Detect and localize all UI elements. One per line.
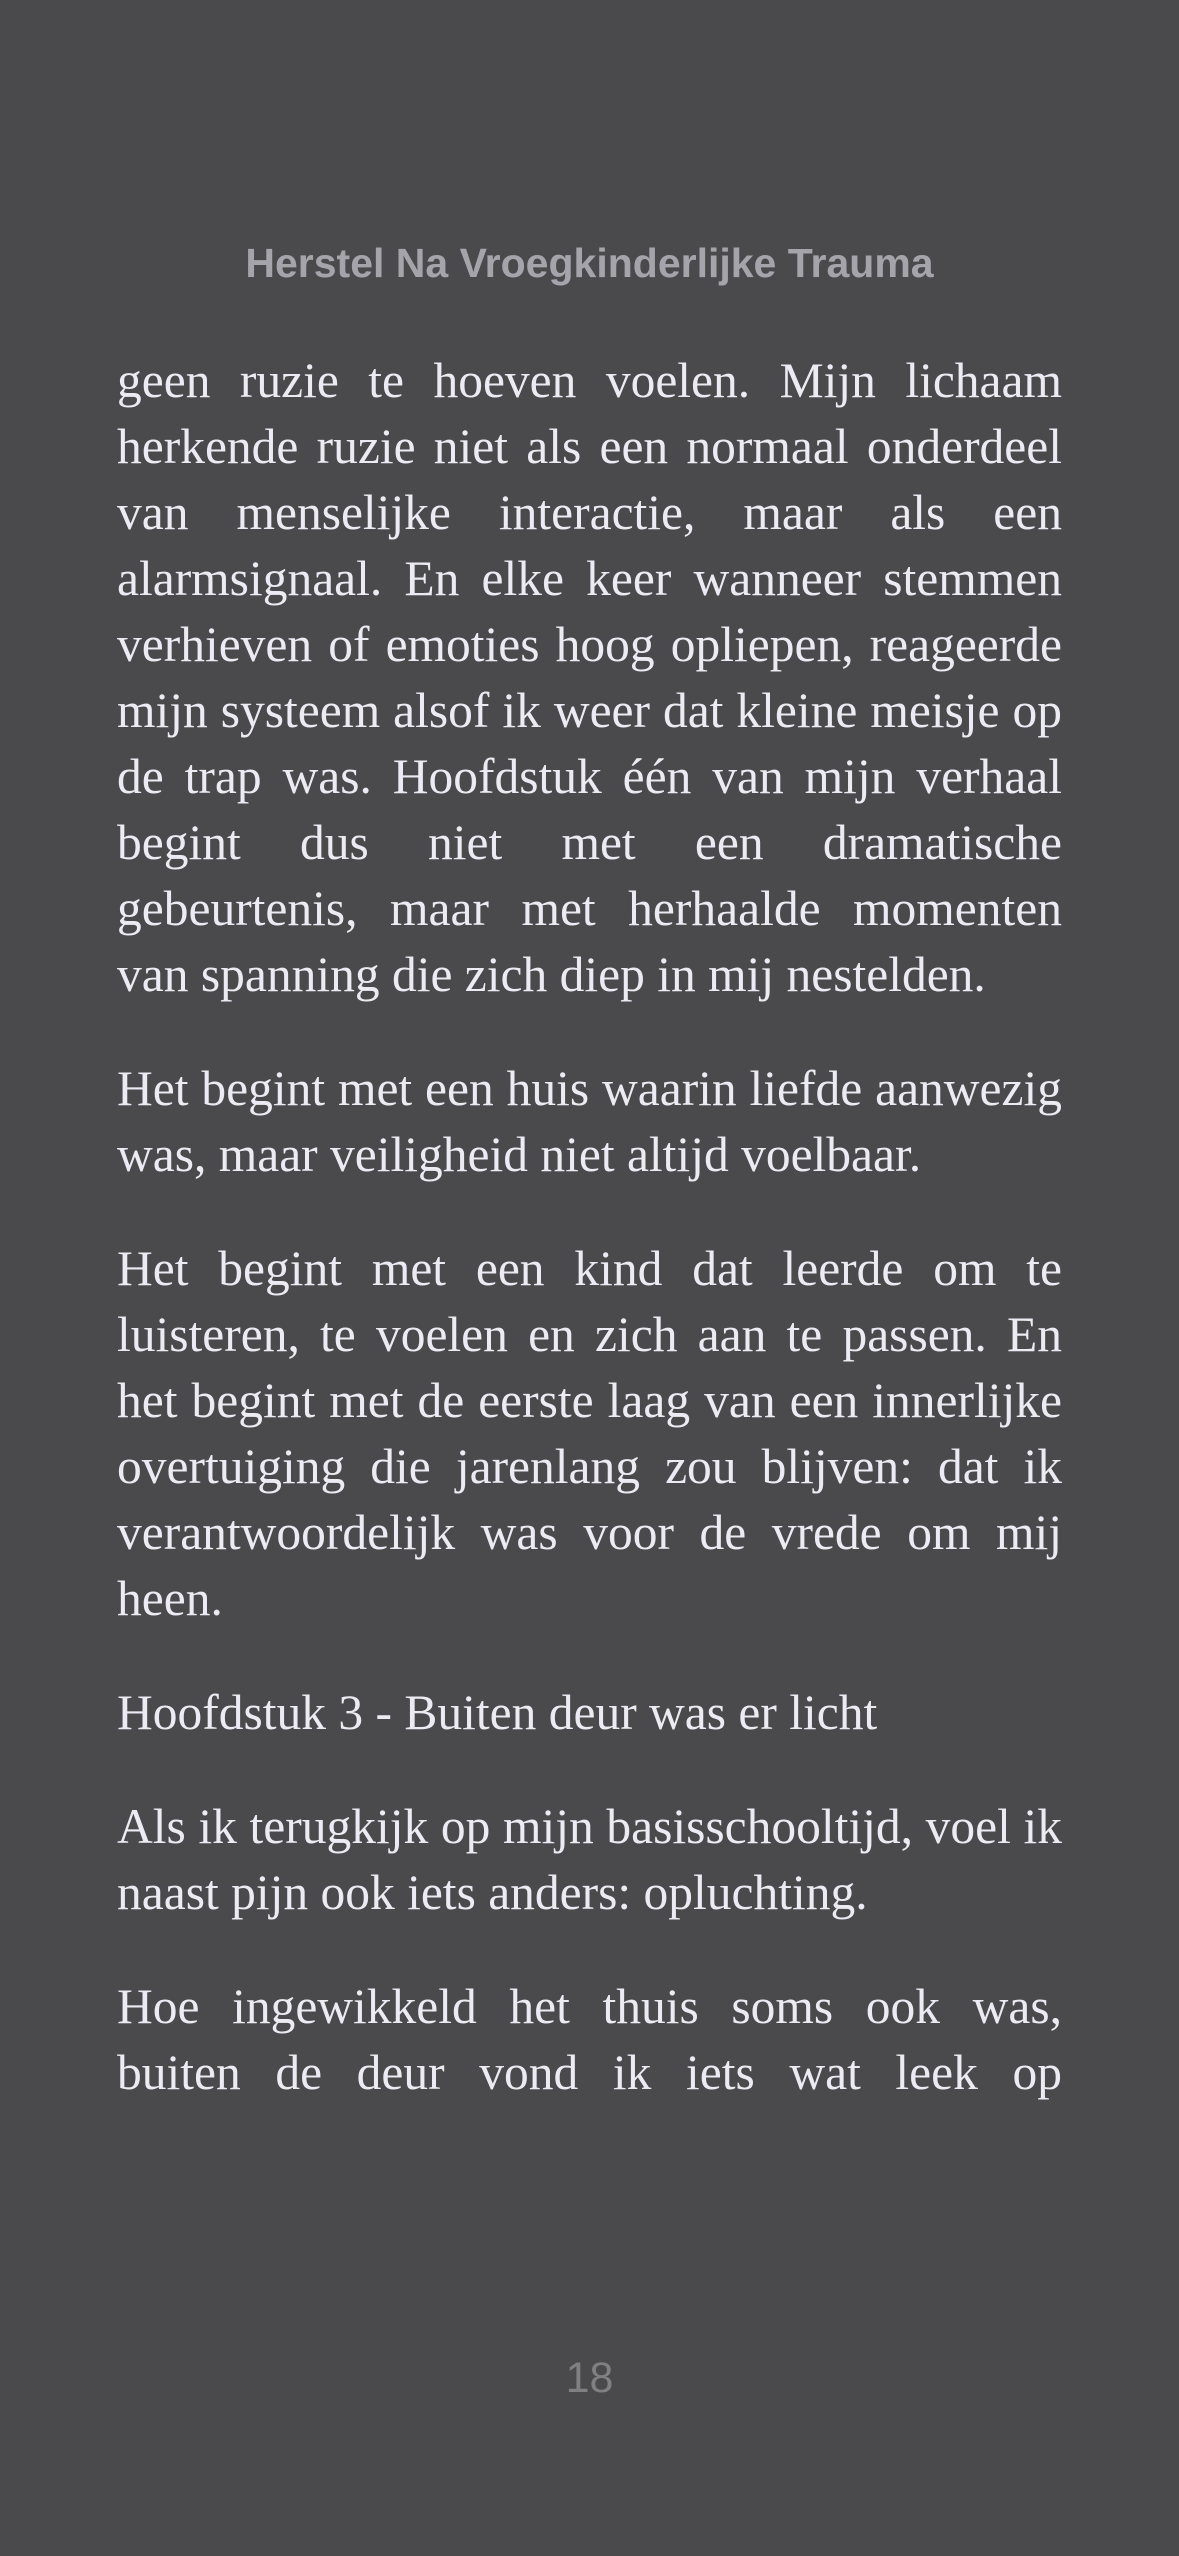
chapter-heading: Hoofdstuk 3 - Buiten deur was er licht	[117, 1685, 878, 1740]
body-paragraph-continued: Hoe ingewikkeld het thuis soms ook was, buiten de deur vond ik iets wat leek op	[117, 1979, 1062, 2100]
book-title-header: Herstel Na Vroegkinderlijke Trauma	[245, 240, 934, 286]
body-paragraph: Het begint met een huis waarin liefde aanwezig was, maar veiligheid niet altijd voelbaar.	[117, 1061, 1062, 1182]
body-paragraph: geen ruzie te hoeven voelen. Mijn lichaam herkende ruzie niet als een normaal onderdeel van menselijke interactie, maar als een alarmsignaal. En elke keer wanneer stemmen verhieven of emoties hoog opliepen, reageerde mijn systeem alsof ik weer dat kleine meisje op de trap was. Hoofdstuk één van mijn verhaal begint dus niet met een dramatische gebeurtenis, maar met herhaalde momenten van spanning die zich diep in mij nestelden.	[117, 353, 1062, 1002]
body-paragraph: Het begint met een kind dat leerde om te luisteren, te voelen en zich aan te passen. En het begint met de eerste laag van een innerlijke overtuiging die jarenlang zou blijven: dat ik verantwoordelijk was voor de vrede om mij heen.	[117, 1241, 1062, 1626]
page-number: 18	[565, 2354, 614, 2402]
body-paragraph: Als ik terugkijk op mijn basisschooltijd, voel ik naast pijn ook iets anders: opluchting.	[117, 1799, 1062, 1920]
reader-page-content[interactable]	[117, 348, 1062, 2154]
